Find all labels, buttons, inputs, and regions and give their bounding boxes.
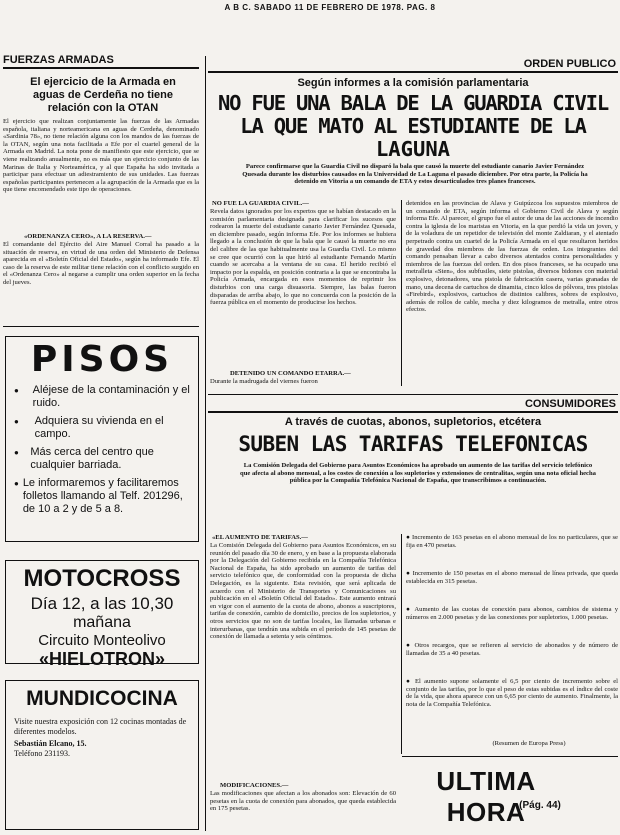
- column-rule: [205, 56, 206, 831]
- pisos-item: ● Aléjese de la contaminación y el ruido.: [14, 384, 190, 409]
- pisos-ad: [5, 336, 199, 542]
- motocross-circuit: Circuito Monteolivo: [38, 632, 166, 649]
- running-head: A B C. SABADO 11 DE FEBRERO DE 1978. PAG. 8: [224, 3, 436, 12]
- orden-col1-body: Revela datos ignorados por los expertos que se habían destacado en la comisión parlamentaria designada para clarificar los sucesos que rodearon la muerte del estudiante canario Javier Fernández Quesada, en diciembre pasado, según informa Efe. Por los informes se hubiera llegado a la conclusión de que la bala que le causó la muerte no era del calibre de las que habitualmente usa la Guardia Civil. Lo mismo se cree que ocurrió con la que hirió al estudiante Fernando Martín cuando se acercaba a la ventana de su casa. El herido recibió el impacto por la espalda, en posición contraria a la que se encontraba la Policía Armada, encargada en esos momentos de reprimir los disturbios con una carga disuasoria. Siempre, las balas fueron disparadas de arriba abajo, lo que no concuerda con la posición de la fuerza pública en el momento de producirse los hechos.: [210, 208, 396, 307]
- bullet-icon: ●: [406, 534, 412, 541]
- column-rule: [401, 200, 402, 386]
- section-orden-publico: ORDEN PUBLICO: [523, 58, 616, 70]
- consumidores-source: (Resumen de Europa Press): [492, 740, 566, 747]
- consumidores-col1-subhead: «EL AUMENTO DE TARIFAS.—: [212, 534, 308, 541]
- divider: [208, 394, 618, 395]
- bullet-icon: ●: [406, 642, 415, 649]
- orden-col1-subhead-2: DETENIDO UN COMANDO ETARRA.—: [230, 370, 351, 377]
- consumidores-col1-subhead-2: MODIFICACIONES.—: [220, 782, 289, 789]
- divider: [402, 756, 618, 757]
- mundicocina-title: MUNDICOCINA: [26, 687, 178, 710]
- orden-headline-3: LAGUNA: [375, 137, 451, 161]
- bullet-icon: ●: [14, 448, 19, 457]
- list-item: ● Aumento de las cuotas de conexión para abonos, cambios de sistema y números en 2.000 pesetas y de las conexiones por supletorios, 1.000 pesetas.: [406, 606, 618, 621]
- pisos-item: ● Le informaremos y facilitaremos folletos llamando al Telf. 201296, de 10 a 2 y de 5 a 8.: [14, 477, 183, 515]
- left-body: El ejercicio que realizan conjuntamente las fuerzas de las Armadas española, italiana y norteamericana en aguas de Cerdeña, denominado «Sardinia 78», no tiene relación alguna con los mandos de las fuerzas de la OTAN, según una nota facilitada a Efe por el cuartel general de la Armada en Madrid. La nota pone de manifiesto que este ejercicio, que se viene realizando anualmente, no es más que un ejercicio conjunto de las Marinas de Italia y Norteamérica, y al que España ha sido invitada a participar para efectuar un adiestramiento de sus unidades. Las fuerzas españolas participantes pertenecen a la agrupación de la Armada que es la que tiene encomendado este tipo de operaciones.: [3, 118, 199, 194]
- consumidores-col2: [406, 534, 618, 730]
- orden-col1-body-2: Durante la madrugada del viernes fueron: [210, 378, 318, 385]
- divider: [3, 326, 199, 327]
- orden-lead: Parece confirmarse que la Guardia Civil no disparó la bala que causó la muerte del estudiante canario Javier Fernández Quesada durante los disturbios causados en la Universidad de La Laguna el pasado diciembre. Por otra parte, la Policía ha detenido en Vitoria a un comando de ETA y estos desarticulados tres planes franceses.: [242, 163, 588, 186]
- section-fuerzas-armadas: FUERZAS ARMADAS: [3, 54, 114, 66]
- bullet-icon: ●: [14, 386, 19, 395]
- section-consumidores: CONSUMIDORES: [524, 398, 616, 410]
- column-rule: [401, 534, 402, 754]
- ultima-hora-page: (Pág. 44): [519, 800, 561, 811]
- section-rule: [208, 71, 618, 73]
- orden-headline-1: NO FUE UNA BALA DE LA GUARDIA CIVIL: [218, 91, 608, 115]
- bullet-icon: ●: [406, 678, 415, 685]
- orden-col2-body: detenidos en las provincias de Alava y Guipúzcoa los supuestos miembros de un comando de ETA, según informa el Gobierno Civil de Alava y según informa Efe. Al parecer, el grupo fue el autor de una de las acciones de incendio contra la iglesia de los maristas en Vitoria, en la que perdió la vida un joven, y de la voladura de un repetidor de televisión del monte Zaldiaran, y el atentado perpetrado contra un cuartel de la Policía Armada en el que resultaron heridos de gravedad dos miembros de las fuerzas de orden. Los integrantes del comando pensaban llevar a cabo diversos atentados contra personalidades y miembros de las fuerzas del orden. En dos pisos franceses, se ha ocupado una metralleta «Sten», dos subfusiles, siete pistolas, diversos bidones con material explosivo, detonadores, una pistola de fabricación casera, varias granadas de mano, una decena de cartuchos de dinamita, cinco kilos de pólvora, tres pistolas «Firebird», explosivos, cartuchos de distintos calibres, sobres de explosivo, además de rollos de cable, mecha y diez kilogramos de metralla, entre otros efectos.: [406, 200, 618, 314]
- list-item: ● El aumento supone solamente el 6,5 por ciento de incremento sobre el conjunto de las tarifas, por lo que el peso de estas subidas es el índice del coste de la vida, que ahora aparece con un 6,65 por ciento de aumento. Finalmente, la nota de la Compañía Telefónica.: [406, 678, 618, 708]
- ultima-hora-title: ULTIMA HORA: [436, 766, 536, 827]
- consumidores-kicker: A través de cuotas, abonos, supletorios, etcétera: [284, 416, 542, 428]
- list-item: ● Incremento de 150 pesetas en el abono mensual de línea privada, que queda establecida en 315 pesetas.: [406, 570, 618, 585]
- motocross-venue: «HIELOTRON»: [38, 649, 166, 669]
- consumidores-headline: SUBEN LAS TARIFAS TELEFONICAS: [238, 432, 588, 456]
- left-body-2: El comandante del Ejército del Aire Manuel Corral ha pasado a la situación de reserva, en virtud de una orden del Ministerio de Defensa aparecida en el «Boletín Oficial del Estado», según ha informado Efe. El caso de la reserva de este militar tiene relación con el conflicto surgido en el «Ordenanza Cero» al negarse a cumplir una orden superior en la fecha del jueves.: [3, 241, 199, 286]
- mundicocina-body: Visite nuestra exposición con 12 cocinas montadas de diferentes modelos.: [14, 717, 187, 736]
- consumidores-col1-body-2: Las modificaciones que afectan a los abonados son: Elevación de 60 pesetas en la cuota de conexión para abonados, que queda establecida en 175 pesetas.: [210, 790, 396, 813]
- motocross-title: MOTOCROSS: [23, 565, 181, 592]
- pisos-list: [14, 384, 192, 516]
- bullet-icon: ●: [14, 417, 19, 426]
- bullet-icon: ●: [406, 606, 415, 613]
- mundicocina-ad: [5, 680, 199, 830]
- bullet-icon: ●: [14, 479, 19, 488]
- section-rule: [3, 67, 199, 69]
- orden-col1-subhead: NO FUE LA GUARDIA CIVIL.—: [212, 200, 309, 207]
- consumidores-col1-body: La Comisión Delegada del Gobierno para Asuntos Económicos, en su reunión del pasado día 30 de enero, y en base a la propuesta elaborada por la Delegación del Gobierno recibida en la Compañía Telefónica Nacional de España, ha sido aprobado un aumento de tarifas del servicio telefónico que, de conformidad con la propuesta de dicha Delegación, es la siguiente. Esta revisión, que será aplicada de acuerdo con el Ministerio de Transportes y Comunicaciones su publicación en el «Boletín Oficial del Estado». Este aumento entrará en vigor con el aumento de la cuota de abono, abonos a suscriptores, tarifas de conexión, cambio de domicilio, precios de los supletorios, y otros servicios que no son de tarifas locales, las llamadas urbanas e interurbanas, que tendrán una subida en el período de 145 pesetas de conexión de llamada a setenta y seis céntimos.: [210, 542, 396, 641]
- list-item: ● Otros recargos, que se refieren al servicio de abonados y de número de llamadas de 35 a 40 pesetas.: [406, 642, 618, 657]
- pisos-item: ● Más cerca del centro que cualquier barriada.: [14, 446, 154, 471]
- orden-kicker: Según informes a la comisión parlamentaria: [297, 77, 529, 89]
- motocross-time: mañana: [73, 614, 131, 631]
- motocross-ad: [5, 560, 199, 669]
- bullet-icon: ●: [406, 570, 413, 577]
- motocross-date: Día 12, a las 10,30: [30, 594, 174, 613]
- list-item: ● Incremento de 163 pesetas en el abono mensual de los no particulares, que se fija en 470 pesetas.: [406, 534, 618, 549]
- mundicocina-phone: Teléfono 231193.: [14, 749, 71, 758]
- consumidores-lead: La Comisión Delegada del Gobierno para Asuntos Económicos ha aprobado un aumento de las tarifas del servicio telefónico que afecta al abono mensual, a los costes de conexión a los supletorios y extensiones de centralitas, según una nota oficial hecha pública por la Compañía Telefónica Nacional de España, que transcribimos a continuación.: [240, 462, 596, 485]
- orden-headline-2: LA QUE MATO AL ESTUDIANTE DE LA: [240, 114, 586, 138]
- pisos-item: ● Adquiera su vivienda en el campo.: [14, 415, 164, 440]
- left-headline: El ejercicio de la Armada en aguas de Cerdeña no tiene relación con la OTAN: [30, 76, 176, 114]
- section-rule: [208, 411, 618, 413]
- left-subhead: «ORDENANZA CERO», A LA RESERVA.—: [24, 233, 152, 240]
- pisos-title: PISOS: [30, 339, 174, 380]
- mundicocina-address: Sebastián Elcano, 15.: [14, 739, 87, 748]
